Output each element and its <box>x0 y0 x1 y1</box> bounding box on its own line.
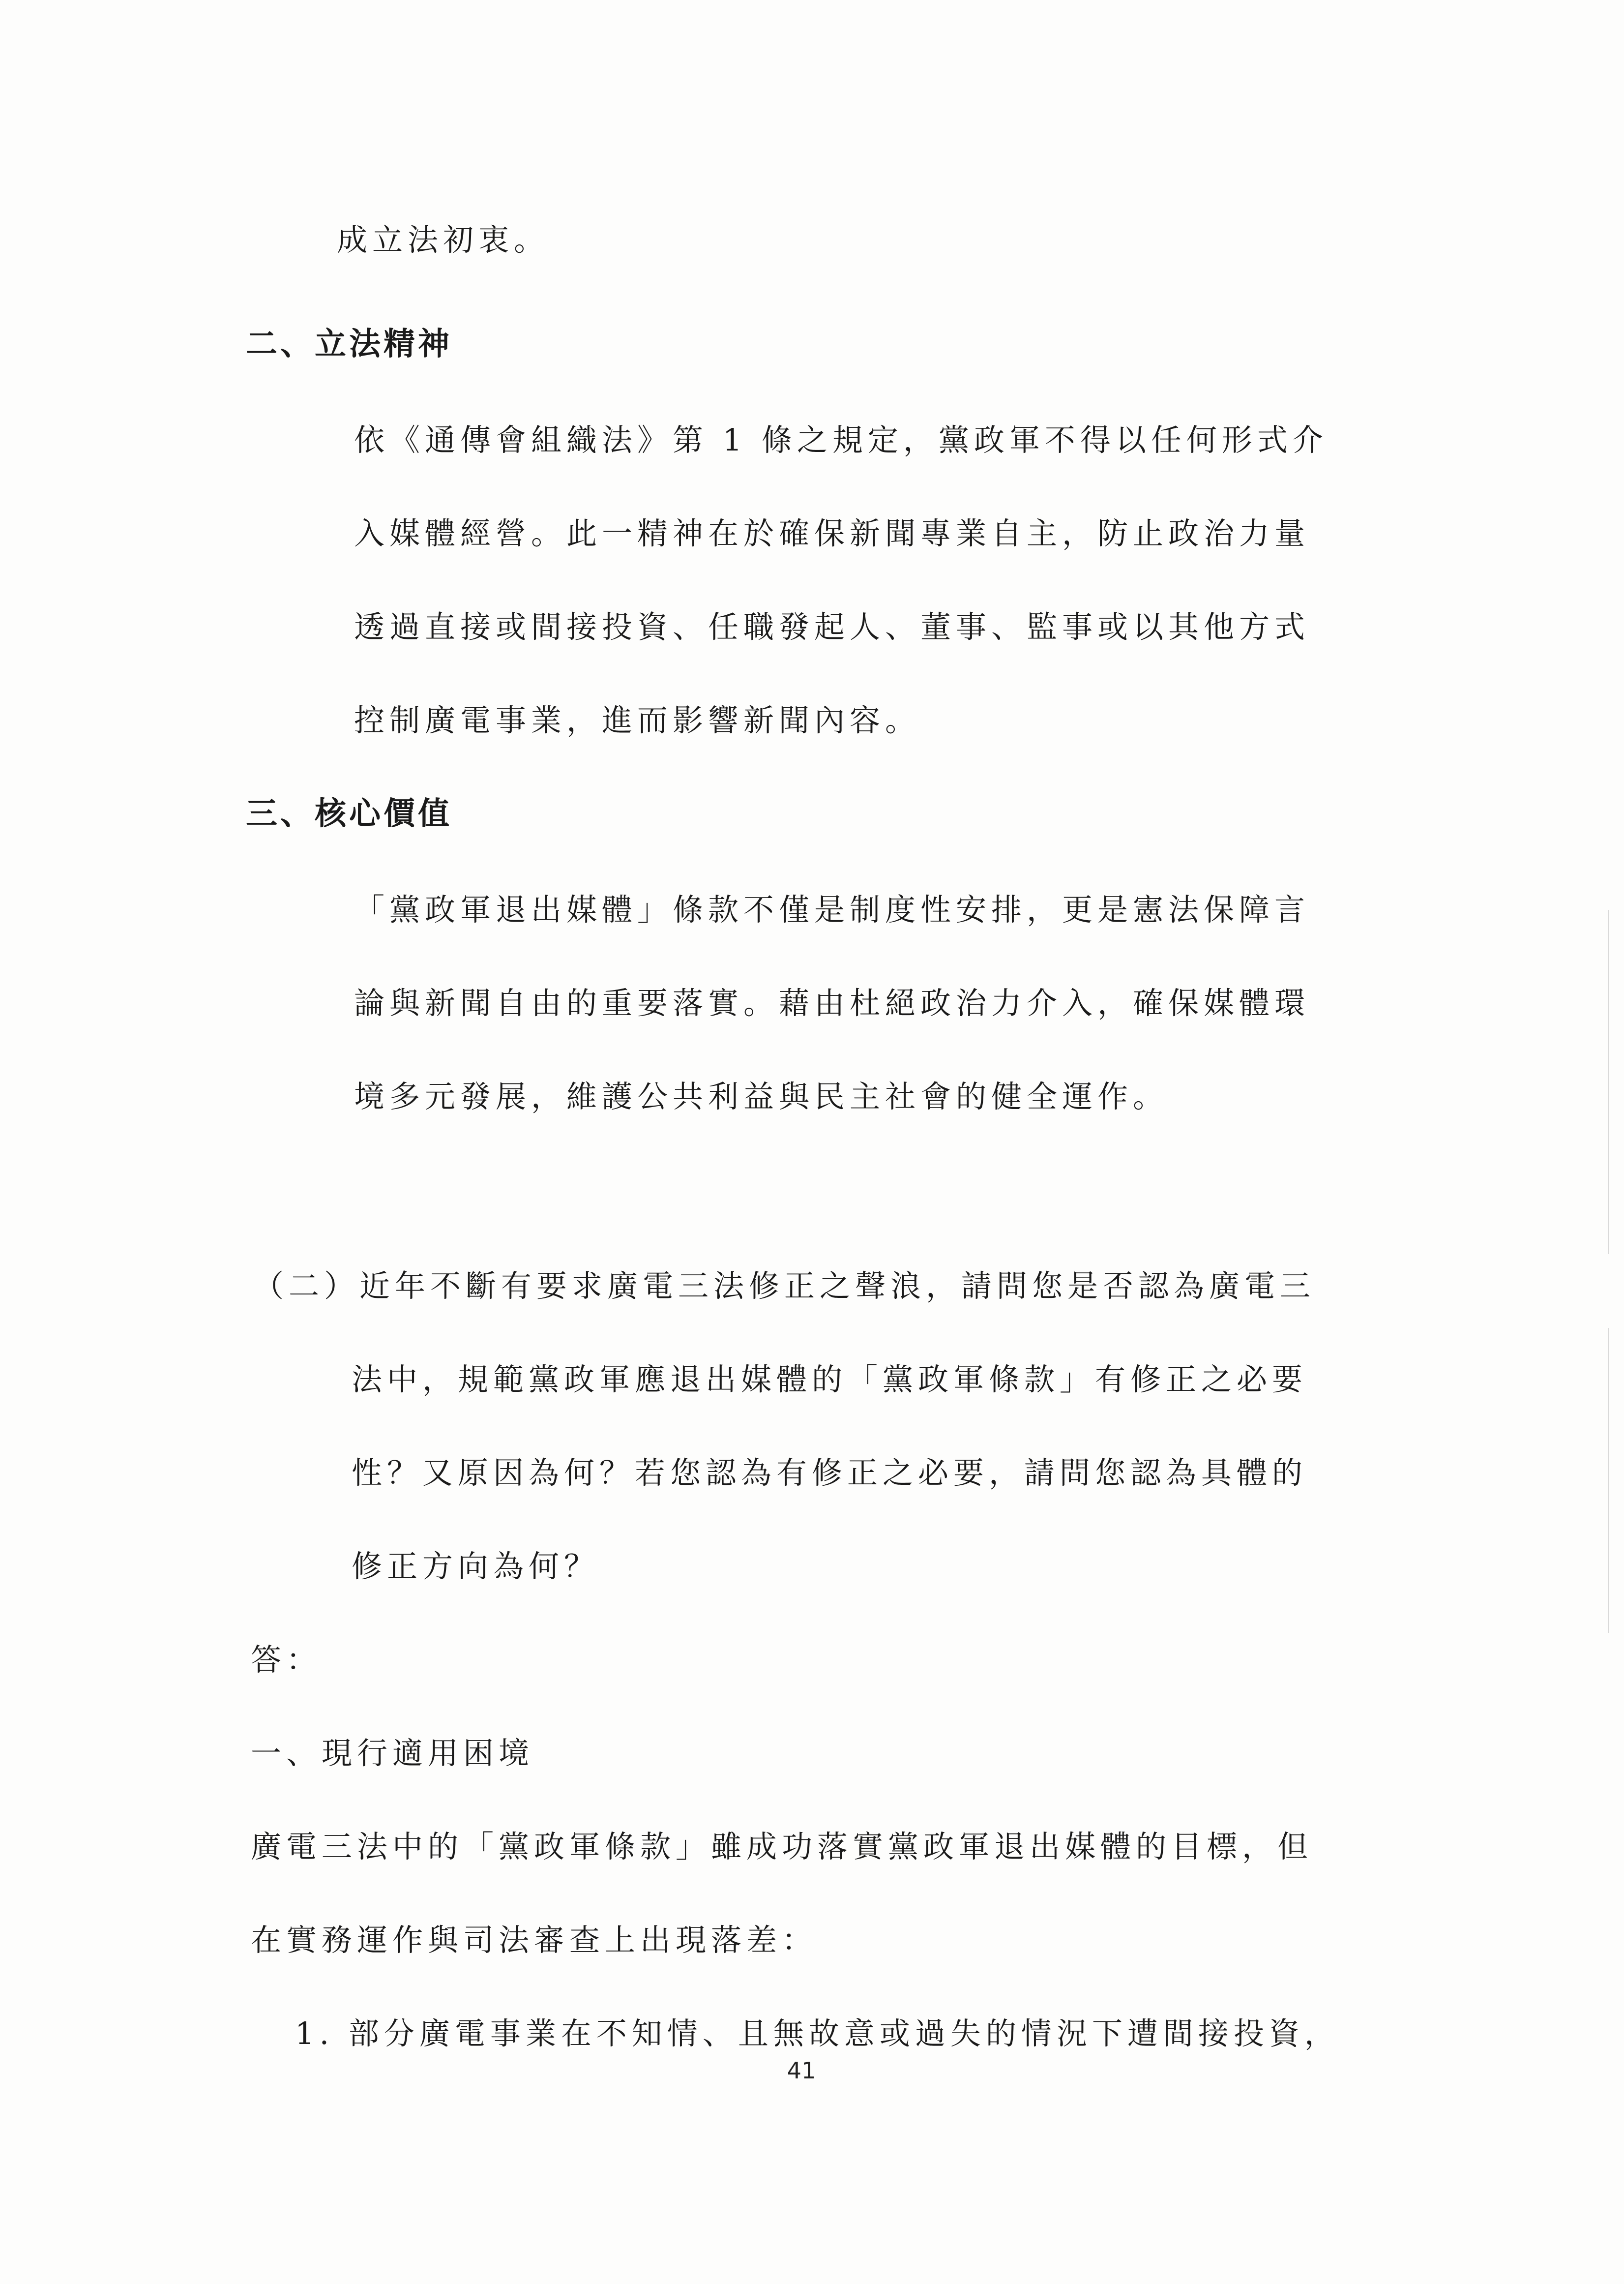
question-line: 性？又原因為何？若您認為有修正之必要，請問您認為具體的 <box>352 1455 1308 1491</box>
paragraph-line: 在實務運作與司法審查上出現落差： <box>251 1922 818 1958</box>
paragraph-line: 「黨政軍退出媒體」條款不僅是制度性安排，更是憲法保障言 <box>354 892 1310 928</box>
scan-edge-mark <box>1608 910 1609 1254</box>
paragraph-line: 依《通傳會組織法》第 1 條之規定，黨政軍不得以任何形式介 <box>354 422 1328 458</box>
paragraph-line: 透過直接或間接投資、任職發起人、董事、監事或以其他方式 <box>354 609 1310 645</box>
paragraph-line: 論與新聞自由的重要落實。藉由杜絕政治力介入，確保媒體環 <box>354 985 1310 1021</box>
question-line: 修正方向為何？ <box>352 1548 600 1584</box>
paragraph-line: 成立法初衷。 <box>337 222 550 258</box>
list-item: 1. 部分廣電事業在不知情、且無故意或過失的情況下遭間接投資， <box>295 2015 1340 2051</box>
scan-edge-mark <box>1608 1328 1609 1633</box>
answer-label: 答： <box>251 1642 322 1678</box>
section-heading-legislative-spirit: 二、立法精神 <box>246 326 452 362</box>
question-line: 法中，規範黨政軍應退出媒體的「黨政軍條款」有修正之必要 <box>352 1361 1308 1397</box>
page-number: 41 <box>787 2057 816 2084</box>
subsection-heading: 一、現行適用困境 <box>251 1735 534 1771</box>
paragraph-line: 控制廣電事業，進而影響新聞內容。 <box>354 702 921 738</box>
question-line: （二）近年不斷有要求廣電三法修正之聲浪，請問您是否認為廣電三 <box>253 1268 1316 1304</box>
paragraph-line: 廣電三法中的「黨政軍條款」雖成功落實黨政軍退出媒體的目標，但 <box>251 1829 1313 1864</box>
paragraph-line: 境多元發展，維護公共利益與民主社會的健全運作。 <box>354 1079 1169 1114</box>
paragraph-line: 入媒體經營。此一精神在於確保新聞專業自主，防止政治力量 <box>354 515 1310 551</box>
section-heading-core-value: 三、核心價值 <box>246 795 452 832</box>
